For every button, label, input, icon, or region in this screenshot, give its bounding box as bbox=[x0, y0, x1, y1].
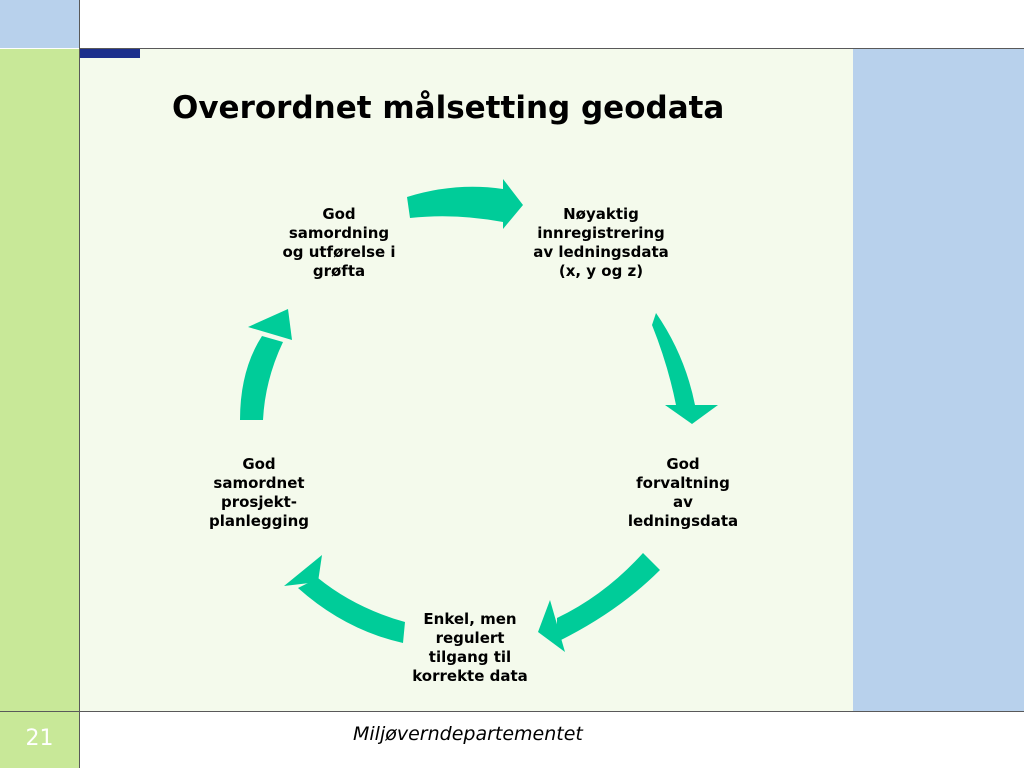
node-noyaktig-innregistrering: Nøyaktig innregistrering av ledningsdata (x, y og z) bbox=[533, 205, 669, 280]
node-god-forvaltning: God forvaltning av ledningsdata bbox=[627, 455, 739, 530]
arrow-right-head bbox=[665, 405, 718, 424]
node-samordning-utforelse: God samordning og utførelse i grøfta bbox=[282, 205, 396, 280]
node-enkel-tilgang: Enkel, men regulert tilgang til korrekte data bbox=[412, 610, 528, 685]
arrow-bottom-left-head bbox=[284, 555, 322, 586]
arrow-bottom-right-body bbox=[557, 553, 660, 642]
arrow-top bbox=[407, 179, 523, 229]
slide-title: Overordnet målsetting geodata bbox=[172, 90, 725, 126]
arrow-left bbox=[240, 309, 292, 420]
arrow-left-head bbox=[248, 309, 292, 340]
footer-text: Miljøverndepartementet bbox=[353, 723, 583, 745]
arrow-right-body bbox=[652, 313, 695, 405]
arrow-right bbox=[652, 313, 718, 424]
slide-number: 21 bbox=[25, 726, 54, 751]
node-samordnet-prosjektplanlegging: God samordnet prosjekt- planlegging bbox=[208, 455, 310, 530]
arrow-bottom-right bbox=[538, 553, 660, 652]
arrow-left-body bbox=[240, 336, 283, 420]
arrow-bottom-left bbox=[284, 555, 405, 643]
arrow-top-body bbox=[407, 187, 503, 222]
arrow-bottom-left-body bbox=[298, 578, 405, 643]
